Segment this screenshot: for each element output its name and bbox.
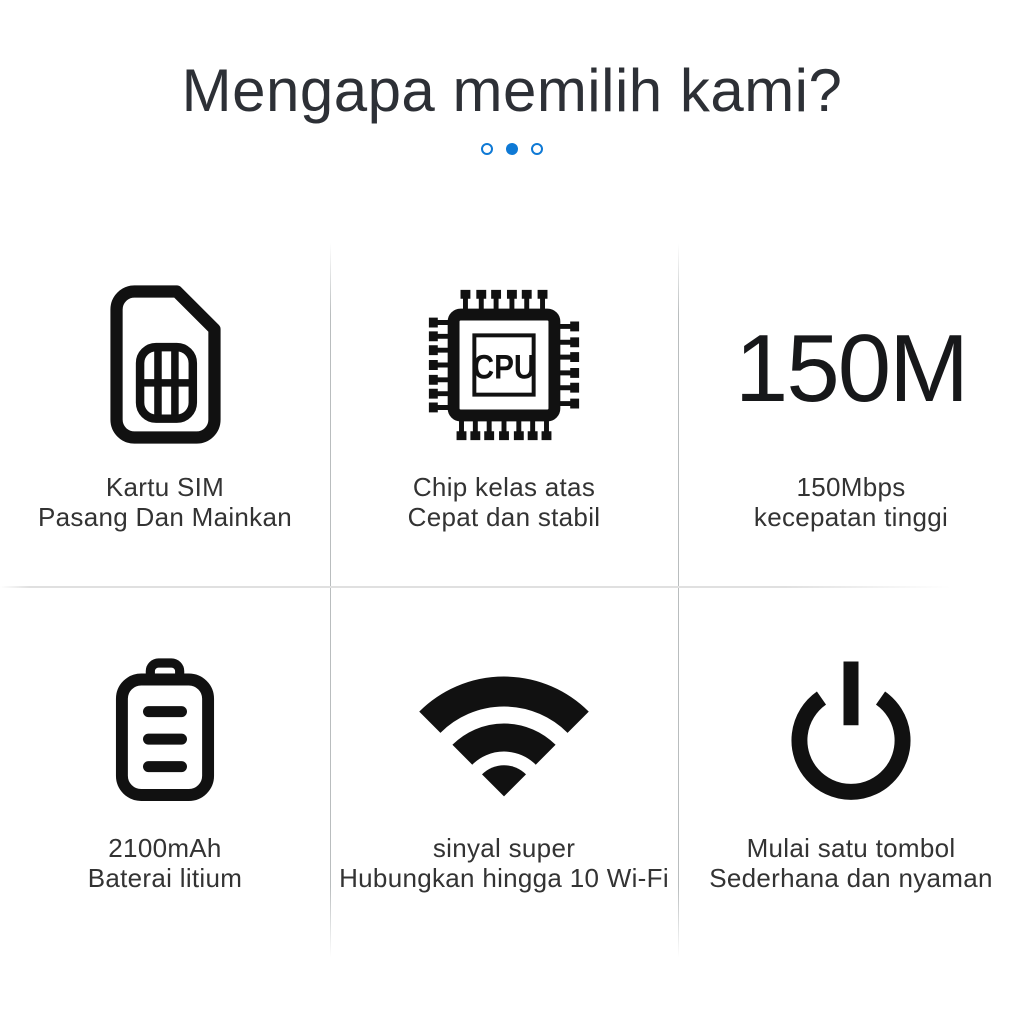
feature-subtitle: Cepat dan stabil [407,502,601,532]
feature-wifi [330,588,678,893]
feature-battery [0,588,330,893]
carousel-dots [0,143,1024,155]
feature-sim-card [0,250,330,532]
feature-title: 2100mAh [108,833,222,863]
sim-card-icon [109,284,222,446]
feature-subtitle: Baterai litium [87,863,243,893]
page-title: Mengapa memilih kami? [181,57,843,124]
feature-title: Kartu SIM [105,472,225,502]
feature-subtitle: Pasang Dan Mainkan [38,502,292,532]
battery-icon [110,654,220,804]
feature-subtitle: Hubungkan hingga 10 Wi-Fi [339,863,669,893]
feature-power [678,588,1024,893]
speed-headline: 150M [734,315,968,422]
cpu-icon [420,281,588,449]
cpu-label: CPU [472,347,536,386]
wifi-icon [401,654,607,804]
feature-title: Chip kelas atas [412,472,596,502]
feature-title: Mulai satu tombol [746,833,956,863]
feature-title: sinyal super [432,833,576,863]
carousel-dot-3[interactable] [531,143,543,155]
feature-speed [678,250,1024,532]
feature-subtitle: Sederhana dan nyaman [709,863,993,893]
feature-title: 150Mbps [796,472,906,502]
power-icon [776,654,926,804]
carousel-dot-1[interactable] [481,143,493,155]
feature-subtitle: kecepatan tinggi [753,502,949,532]
feature-cpu [330,250,678,532]
carousel-dot-2[interactable] [506,143,518,155]
